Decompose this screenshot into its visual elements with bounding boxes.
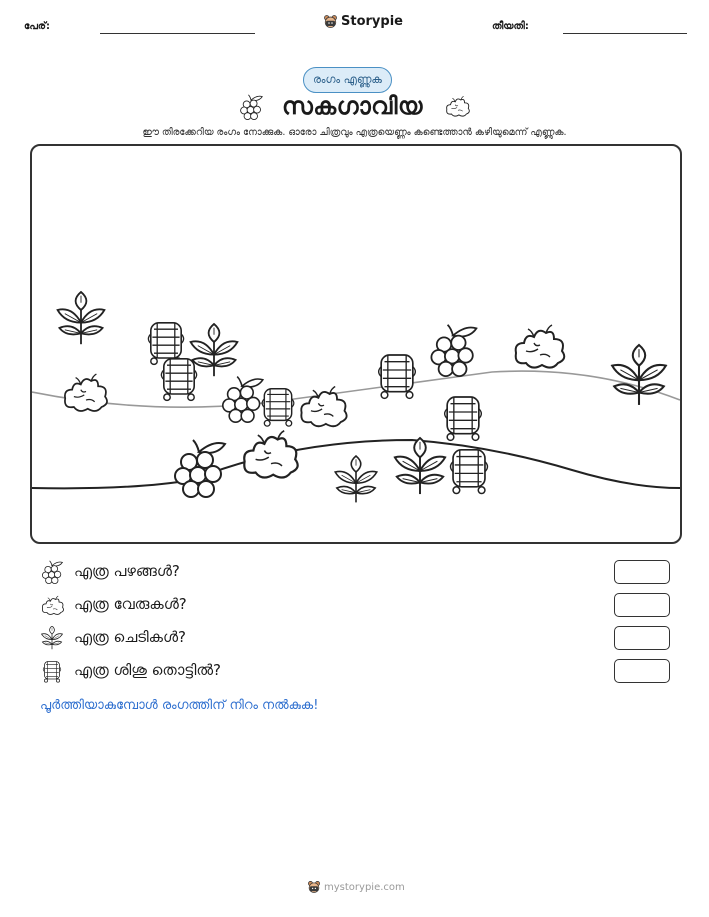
baby-cradleboard-icon bbox=[158, 354, 200, 402]
question-row-plants bbox=[40, 626, 670, 650]
storypie-bear-icon bbox=[323, 14, 338, 29]
berry-cluster-icon bbox=[40, 560, 64, 584]
question-text: എത്ര വേരുകൾ? bbox=[74, 595, 187, 613]
leafy-plant-icon bbox=[608, 342, 670, 410]
leafy-plant-icon bbox=[391, 436, 449, 498]
question-row-roots bbox=[40, 593, 670, 617]
berry-cluster-icon bbox=[238, 94, 264, 120]
answer-box-roots[interactable] bbox=[614, 593, 670, 617]
name-label: പേര്: bbox=[24, 21, 50, 32]
berry-cluster-icon bbox=[426, 322, 480, 378]
question-text: എത്ര ശിശു തൊട്ടിൽ? bbox=[74, 661, 222, 679]
ginger-root-icon bbox=[444, 95, 472, 119]
answer-box-plants[interactable] bbox=[614, 626, 670, 650]
ginger-root-icon bbox=[510, 322, 570, 374]
date-label: തീയതി: bbox=[492, 21, 529, 32]
question-text: എത്ര ചെടികൾ? bbox=[74, 628, 186, 646]
far-hill-line bbox=[32, 371, 680, 407]
site-url: mystorypie.com bbox=[324, 881, 405, 893]
question-text: എത്ര പഴങ്ങൾ? bbox=[74, 562, 180, 580]
instructions: ഈ തിരക്കേറിയ രംഗം നോക്കുക. ഓരോ ചിത്രവും എത്രയെണ്ണം കണ്ടെത്താൻ കഴിയുമെന്ന് എണ്ണുക. bbox=[142, 127, 567, 138]
name-line[interactable] bbox=[100, 33, 255, 34]
date-line[interactable] bbox=[563, 33, 687, 34]
storypie-bear-icon bbox=[307, 880, 321, 894]
answer-box-fruits[interactable] bbox=[614, 560, 670, 584]
brand-name: Storypie bbox=[341, 14, 403, 29]
page-title: സകഗാവിയ bbox=[282, 92, 423, 120]
ginger-root-icon bbox=[238, 428, 304, 484]
question-row-fruits bbox=[40, 560, 670, 584]
coloring-note: പൂർത്തിയാകുമ്പോൾ രംഗത്തിന് നിറം നൽകുക! bbox=[40, 698, 319, 713]
site-footer bbox=[307, 880, 405, 894]
berry-cluster-icon bbox=[169, 436, 229, 500]
ginger-root-icon bbox=[60, 372, 112, 416]
activity-badge: രംഗം എണ്ണുക bbox=[303, 67, 392, 93]
leafy-plant-icon bbox=[40, 626, 64, 650]
question-row-cradles bbox=[40, 659, 670, 683]
baby-cradleboard-icon bbox=[448, 444, 490, 496]
ginger-root-icon bbox=[40, 595, 66, 617]
berry-cluster-icon bbox=[218, 374, 266, 424]
brand-logo bbox=[323, 14, 403, 29]
counting-scene bbox=[30, 144, 682, 544]
leafy-plant-icon bbox=[332, 454, 380, 506]
baby-cradleboard-icon bbox=[376, 350, 418, 400]
baby-cradleboard-icon bbox=[442, 392, 484, 442]
ginger-root-icon bbox=[296, 384, 352, 432]
leafy-plant-icon bbox=[54, 290, 108, 348]
answer-box-cradles[interactable] bbox=[614, 659, 670, 683]
baby-cradleboard-icon bbox=[42, 659, 62, 683]
